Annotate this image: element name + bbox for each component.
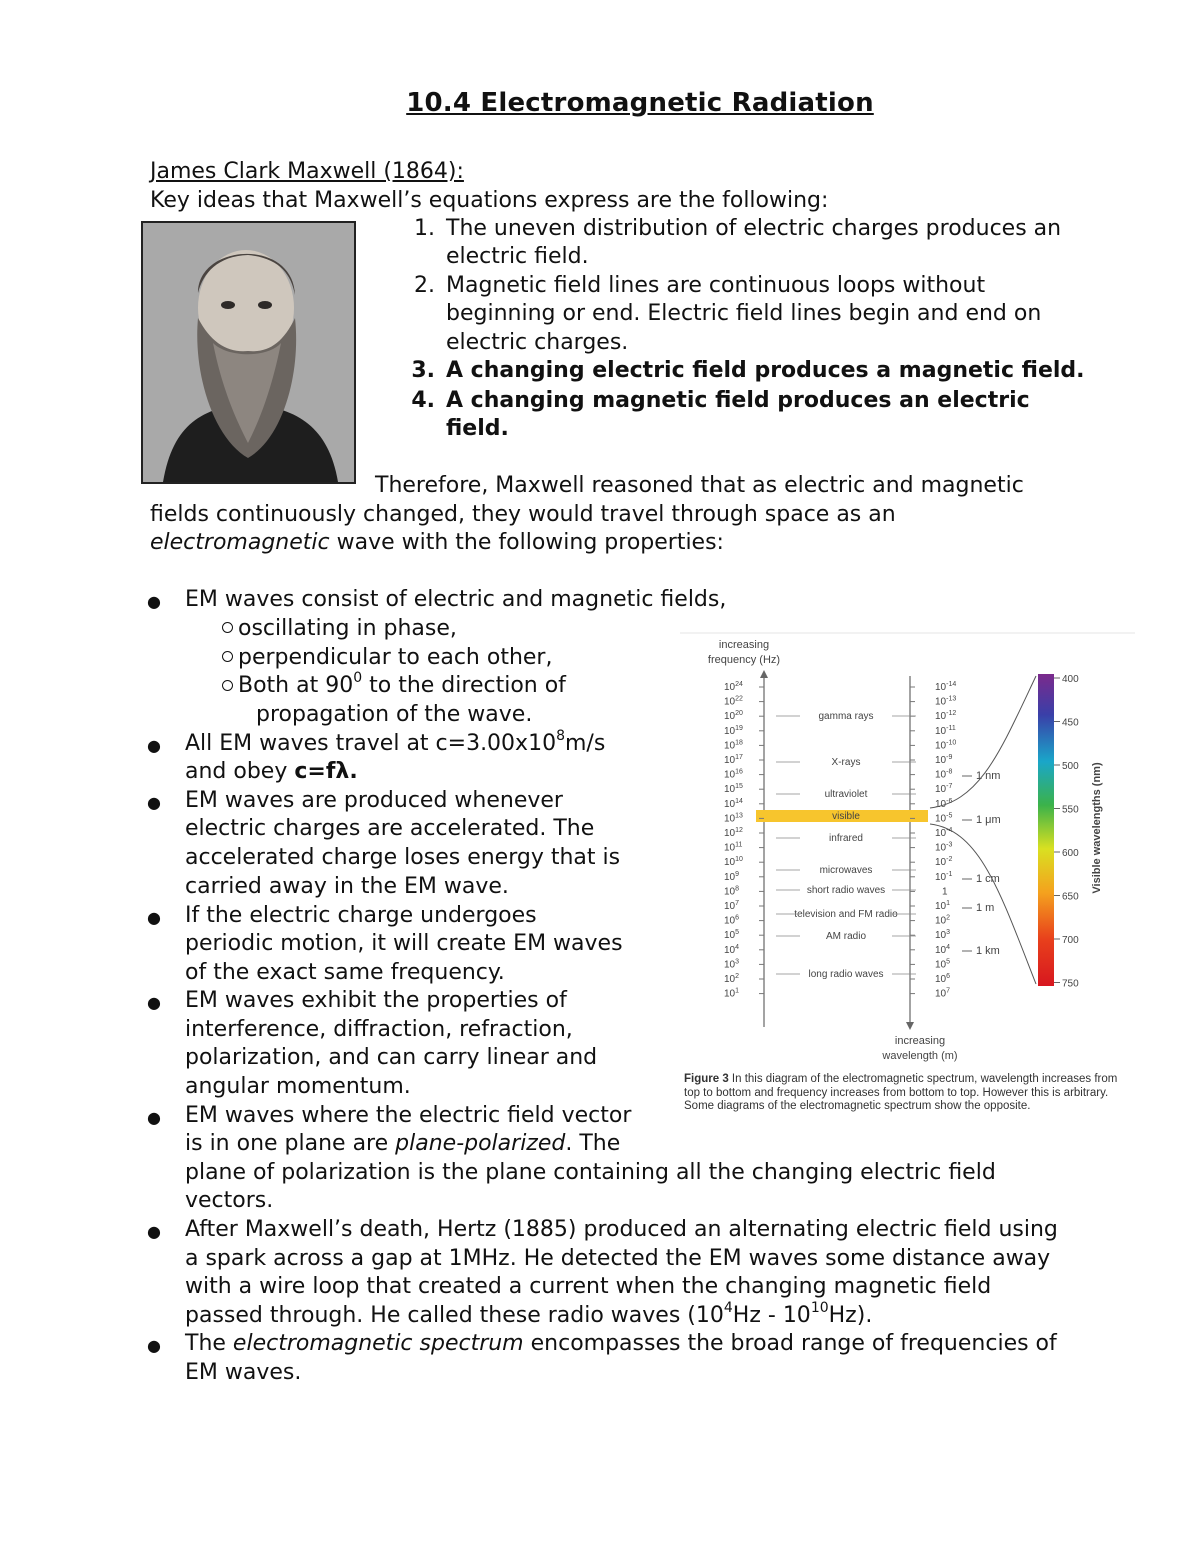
- freq-tick-label: $10^{15}$: [724, 783, 743, 796]
- key-idea-number: 2.: [414, 273, 435, 298]
- key-idea-text: The uneven distribution of electric charges produces an: [446, 216, 1062, 241]
- wl-tick-label: $10^{-3}$: [935, 841, 953, 854]
- bullet-text: The electromagnetic spectrum encompasses the broad range of frequencies of: [185, 1331, 1057, 1356]
- freq-tick-label: $10^9$: [724, 870, 740, 883]
- freq-tick-label: $10^7$: [724, 900, 740, 912]
- key-idea-text: beginning or end. Electric field lines begin and end on: [446, 301, 1042, 326]
- bullet-text: electric charges are accelerated. The: [185, 816, 595, 841]
- freq-tick-label: $10^{11}$: [724, 841, 743, 854]
- bullet-text: EM waves are produced whenever: [185, 788, 563, 813]
- key-idea-number: 3.: [411, 358, 435, 383]
- figure-caption: Figure 3 In this diagram of the electromagnetic spectrum, wavelength increases from top to bottom and frequency increases from bottom to top. However this is arbitrary. Some diagrams of the electromagnetic spectrum show the opposite.: [684, 1073, 1118, 1112]
- em-spectrum-diagram: [680, 632, 1135, 1072]
- band-label: infrared: [829, 833, 863, 844]
- wl-tick-label: $10^3$: [935, 929, 951, 942]
- visible-tick-label: 500: [1062, 761, 1079, 772]
- bullet-text: accelerated charge loses energy that is: [185, 845, 621, 870]
- freq-tick-label: $10^1$: [724, 987, 740, 1000]
- key-idea-text: electric charges.: [446, 330, 629, 355]
- wl-mark-label: 1 cm: [976, 873, 1000, 885]
- wl-mark-label: 1 m: [976, 902, 995, 914]
- wl-tick-label: $10^{-10}$: [935, 739, 957, 752]
- visible-tick-label: 550: [1062, 804, 1079, 816]
- wl-axis-arrow: [906, 1022, 914, 1030]
- freq-label: increasing: [718, 639, 770, 651]
- freq-tick-label: $10^{14}$: [724, 797, 743, 810]
- wl-mark-label: 1 nm: [976, 770, 1001, 782]
- wl-mark-label: 1 km: [976, 945, 1000, 957]
- wl-tick-label: $10^{-11}$: [935, 724, 956, 737]
- freq-tick-label: $10^2$: [724, 973, 740, 985]
- page-title: 10.4 Electromagnetic Radiation: [406, 88, 874, 118]
- freq-tick-label: $10^{16}$: [724, 768, 743, 781]
- bullet-text: All EM waves travel at $c=3.00x10^8m/s$: [185, 727, 606, 756]
- key-idea-text: Magnetic field lines are continuous loops without: [446, 273, 986, 298]
- bullet-dot: ●: [147, 592, 161, 611]
- bullet-dot: ●: [147, 1222, 161, 1241]
- visible-spectrum-bar: [1038, 674, 1054, 986]
- bullet-text: with a wire loop that created a current when the changing magnetic field: [185, 1274, 992, 1299]
- freq-tick-label: $10^3$: [724, 958, 740, 971]
- wl-tick-label: $10^{-6}$: [935, 797, 953, 810]
- bullet-text: is in one plane are plane-polarized. The: [185, 1131, 621, 1156]
- bullet-text: vectors.: [185, 1188, 274, 1213]
- wl-tick-label: $10^{-1}$: [935, 870, 953, 883]
- wl-tick-label: $10^4$: [935, 943, 951, 956]
- freq-tick-label: $10^{24}$: [724, 681, 743, 693]
- wl-tick-label: $10^7$: [935, 987, 951, 1000]
- bullet-text: EM waves consist of electric and magnetic fields,: [185, 587, 727, 612]
- freq-tick-label: $10^{10}$: [724, 856, 743, 869]
- freq-tick-label: $10^{19}$: [724, 724, 743, 737]
- wl-tick-label: $10^{-4}$: [935, 827, 953, 839]
- visible-tick-label: 700: [1062, 935, 1079, 946]
- wl-mark-label: 1 μm: [976, 814, 1001, 826]
- bullet-text: and obey c=fλ.: [185, 759, 358, 784]
- sub-bullet-text: Both at $90^0$ to the direction of: [238, 669, 566, 698]
- bullet-text: a spark across a gap at 1MHz. He detected the EM waves some distance away: [185, 1246, 1051, 1271]
- visible-tick-label: 750: [1062, 978, 1079, 990]
- band-label: AM radio: [825, 931, 867, 942]
- wl-tick-label: $10^{-5}$: [935, 812, 953, 825]
- freq-tick-label: $10^{22}$: [724, 695, 743, 708]
- band-label: microwaves: [819, 865, 873, 876]
- freq-tick-label: $10^{18}$: [724, 739, 743, 752]
- key-idea-text: A changing magnetic field produces an electric: [446, 388, 1030, 413]
- bullet-text: EM waves where the electric field vector: [185, 1103, 632, 1128]
- bullet-text: passed through. He called these radio waves $(10^4Hz - 10^{10}Hz)$.: [185, 1299, 873, 1328]
- sub-bullet-text: propagation of the wave.: [256, 702, 533, 727]
- author-line: James Clark Maxwell (1864):: [150, 159, 464, 184]
- bullet-text: polarization, and can carry linear and: [185, 1045, 598, 1070]
- visible-axis-label: Visible wavelengths (nm): [1091, 762, 1103, 894]
- key-idea-text: electric field.: [446, 244, 589, 269]
- em-spectrum-figure: [680, 632, 1135, 1120]
- freq-tick-label: $10^{17}$: [724, 754, 743, 766]
- bullet-dot: ●: [147, 736, 161, 755]
- therefore-line: electromagnetic wave with the following properties:: [150, 530, 724, 555]
- bullet-text: EM waves exhibit the properties of: [185, 988, 567, 1013]
- bullet-text: EM waves.: [185, 1360, 302, 1385]
- wl-tick-label: $10^5$: [935, 958, 951, 971]
- band-label: short radio waves: [806, 885, 886, 896]
- bullet-dot: ●: [147, 1108, 161, 1127]
- freq-axis-arrow: [760, 670, 768, 678]
- band-label: X-rays: [831, 757, 861, 768]
- band-label: long radio waves: [808, 969, 884, 980]
- sub-bullet-text: oscillating in phase,: [238, 616, 457, 641]
- bullet-text: angular momentum.: [185, 1074, 411, 1099]
- key-idea-number: 4.: [411, 388, 435, 413]
- wl-tick-label: $10^1$: [935, 900, 951, 912]
- band-label: television and FM radio: [794, 909, 898, 920]
- wl-tick-label: $10^{-12}$: [935, 710, 957, 723]
- visible-tick-label: 650: [1062, 891, 1079, 903]
- bullet-text: plane of polarization is the plane containing all the changing electric field: [185, 1160, 996, 1185]
- wl-tick-label: $10^{-14}$: [935, 681, 957, 693]
- visible-tick-label: 400: [1062, 674, 1079, 685]
- bullet-dot: ●: [147, 793, 161, 812]
- band-label: visible: [832, 811, 860, 822]
- bullet-text: of the exact same frequency.: [185, 960, 505, 985]
- key-idea-text: field.: [446, 416, 509, 441]
- wl-tick-label: $10^{-7}$: [935, 783, 953, 796]
- freq-tick-label: $10^{20}$: [724, 710, 743, 723]
- freq-label: frequency (Hz): [707, 654, 781, 666]
- freq-tick-label: $10^6$: [724, 914, 740, 927]
- visible-tick-label: 450: [1062, 717, 1079, 729]
- bullet-text: carried away in the EM wave.: [185, 874, 509, 899]
- bullet-text: If the electric charge undergoes: [185, 903, 537, 928]
- lead-text: Key ideas that Maxwell’s equations express are the following:: [150, 188, 829, 213]
- visible-tick-label: 600: [1062, 848, 1079, 859]
- key-idea-text: A changing electric field produces a magnetic field.: [446, 358, 1085, 383]
- wl-tick-label: $10^{-9}$: [935, 754, 953, 766]
- wl-tick-label: $10^{-8}$: [935, 768, 953, 781]
- sub-bullet-circle: [222, 622, 233, 633]
- freq-tick-label: $10^4$: [724, 943, 740, 956]
- bullet-dot: ●: [147, 993, 161, 1012]
- sub-bullet-text: perpendicular to each other,: [238, 645, 553, 670]
- freq-tick-label: $10^8$: [724, 885, 740, 898]
- freq-tick-label: $10^{13}$: [724, 812, 743, 825]
- wl-label: wavelength (m): [882, 1050, 958, 1062]
- maxwell-portrait: [141, 221, 356, 484]
- sub-bullet-circle: [222, 680, 233, 691]
- sub-bullet-circle: [222, 651, 233, 662]
- freq-tick-label: $10^{12}$: [724, 827, 743, 839]
- wl-tick-label: $10^{-2}$: [935, 856, 953, 869]
- band-label: gamma rays: [818, 711, 874, 722]
- band-label: ultraviolet: [824, 789, 868, 800]
- bullet-text: periodic motion, it will create EM waves: [185, 931, 623, 956]
- wl-tick-label: $10^6$: [935, 973, 951, 985]
- bullet-text: interference, diffraction, refraction,: [185, 1017, 573, 1042]
- wl-tick-label: $10^{-13}$: [935, 695, 957, 708]
- freq-tick-label: $10^5$: [724, 929, 740, 942]
- bullet-dot: ●: [147, 908, 161, 927]
- therefore-line: Therefore, Maxwell reasoned that as electric and magnetic: [375, 473, 1024, 498]
- bullet-text: After Maxwell’s death, Hertz (1885) produced an alternating electric field using: [185, 1217, 1058, 1242]
- bullet-dot: ●: [147, 1336, 161, 1355]
- wl-label: increasing: [894, 1035, 946, 1047]
- wl-tick-label: 1: [942, 886, 948, 898]
- key-idea-number: 1.: [414, 216, 435, 241]
- therefore-line: fields continuously changed, they would travel through space as an: [150, 502, 896, 527]
- wl-tick-label: $10^2$: [935, 914, 951, 927]
